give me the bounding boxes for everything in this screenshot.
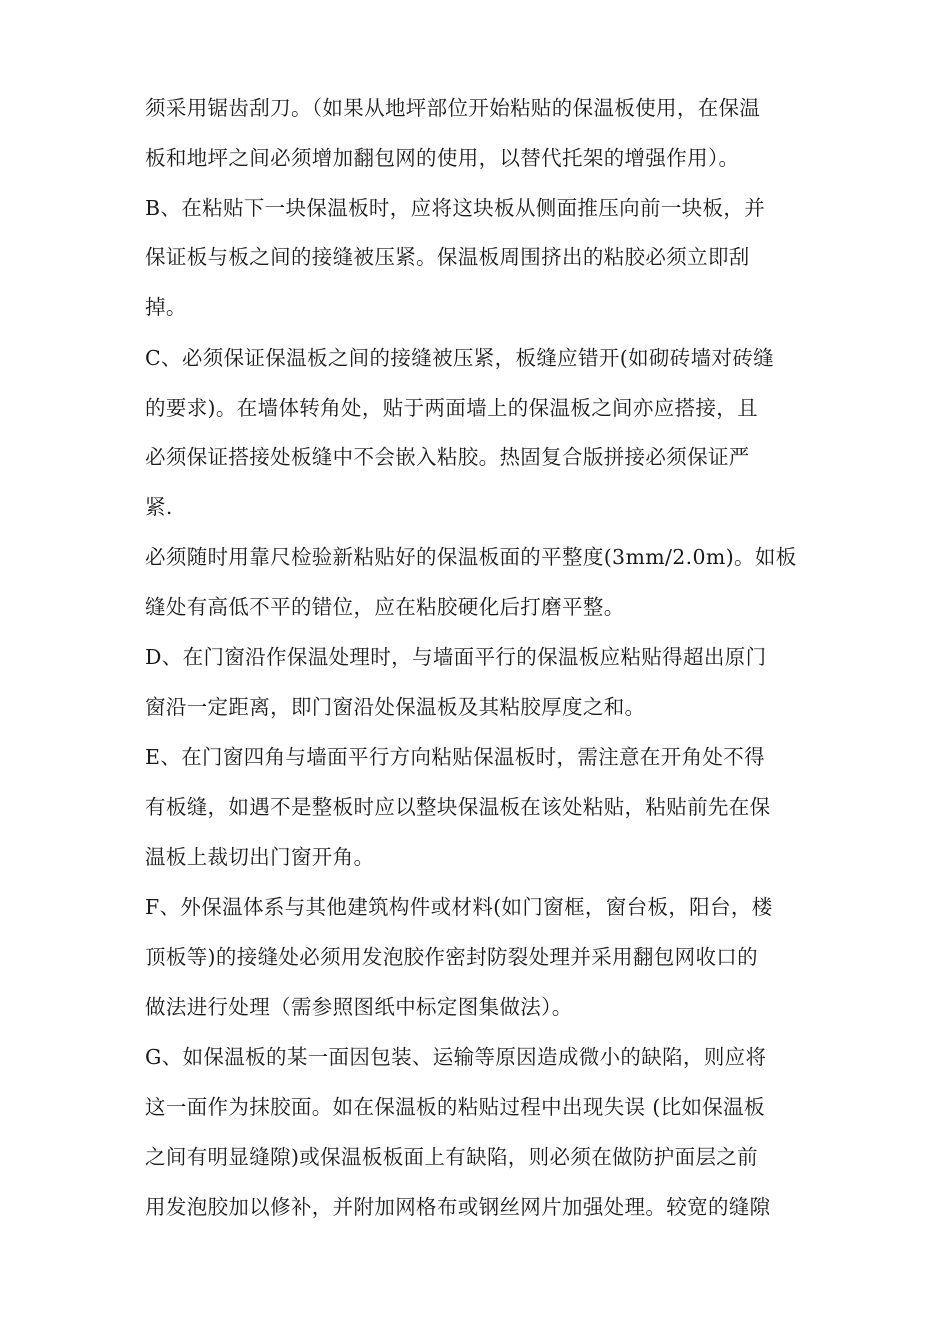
text-line: 这一面作为抹胶面。如在保温板的粘贴过程中出现失误 (比如保温板	[145, 1095, 765, 1119]
text-line: D、在门窗沿作保温处理时，与墙面平行的保温板应粘贴得超出原门	[145, 645, 767, 669]
text-line: 紧.	[145, 495, 173, 519]
text-line: 保证板与板之间的接缝被压紧。保温板周围挤出的粘胶必须立即刮	[145, 245, 750, 269]
text-line: C、必须保证保温板之间的接缝被压紧，板缝应错开(如砌砖墙对砖缝	[145, 346, 775, 370]
text-line: 必须保证搭接处板缝中不会嵌入粘胶。热固复合版拼接必须保证严	[145, 445, 750, 469]
text-line: 有板缝，如遇不是整板时应以整块保温板在该处粘贴，粘贴前先在保	[145, 795, 771, 819]
text-line: 缝处有高低不平的错位，应在粘胶硬化后打磨平整。	[145, 595, 625, 619]
text-line: 必须随时用靠尺检验新粘贴好的保温板面的平整度(3mm/2.0m)。如板	[145, 545, 797, 569]
text-line: E、在门窗四角与墙面平行方向粘贴保温板时，需注意在开角处不得	[145, 745, 765, 769]
text-line: 做法进行处理（需参照图纸中标定图集做法）。	[145, 995, 573, 1019]
text-line: F、外保温体系与其他建筑构件或材料(如门窗框，窗台板，阳台，楼	[145, 895, 773, 919]
text-line: 的要求)。在墙体转角处，贴于两面墙上的保温板之间亦应搭接，且	[145, 396, 758, 420]
text-line: G、如保温板的某一面因包装、运输等原因造成微小的缺陷，则应将	[145, 1045, 767, 1069]
text-line: B、在粘贴下一块保温板时，应将这块板从侧面推压向前一块板，并	[145, 196, 766, 220]
text-line: 之间有明显缝隙)或保温板板面上有缺陷，则必须在做防护面层之前	[145, 1145, 758, 1169]
text-line: 板和地坪之间必须增加翻包网的使用，以替代托架的增强作用）。	[145, 146, 740, 170]
text-line: 顶板等)的接缝处必须用发泡胶作密封防裂处理并采用翻包网收口的	[145, 945, 758, 969]
text-line: 温板上裁切出门窗开角。	[145, 845, 375, 869]
text-line: 须采用锯齿刮刀。（如果从地坪部位开始粘贴的保温板使用，在保温	[145, 96, 761, 120]
text-line: 掉。	[145, 295, 187, 319]
text-line: 用发泡胶加以修补，并附加网格布或钢丝网片加强处理。较宽的缝隙	[145, 1195, 771, 1219]
text-line: 窗沿一定距离，即门窗沿处保温板及其粘胶厚度之和。	[145, 695, 646, 719]
